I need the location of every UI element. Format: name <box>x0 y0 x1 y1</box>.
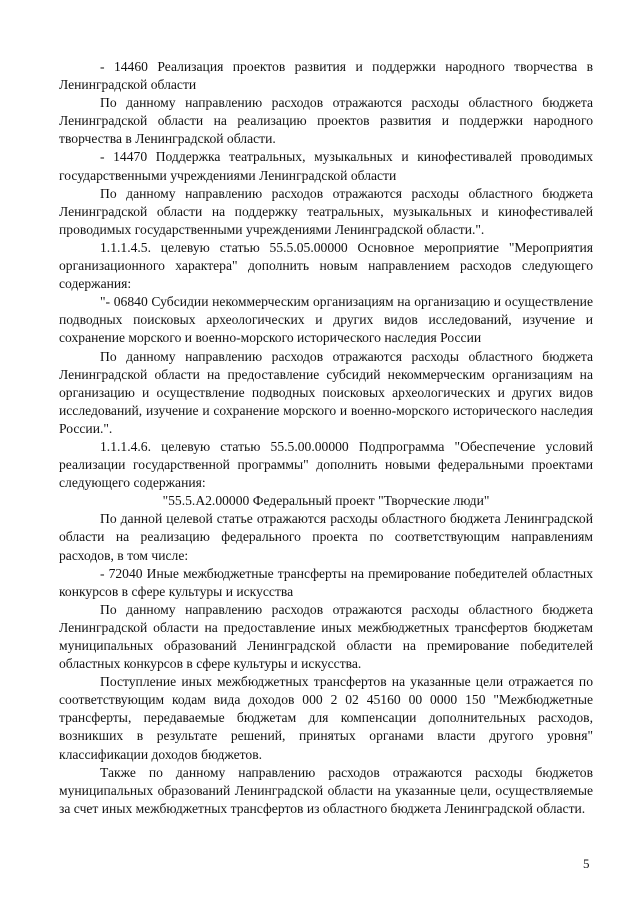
paragraph-1-1-1-4-5: 1.1.1.4.5. целевую статью 55.5.05.00000 Основное мероприятие "Мероприятия организационного характера" дополнить новым направлением расходов следующего содержания: <box>59 239 593 292</box>
paragraph-14470-heading: - 14470 Поддержка театральных, музыкальных и кинофестивалей проводимых государственными учреждениями Ленинградской области <box>59 149 593 183</box>
federal-project-description: По данной целевой статье отражаются расходы областного бюджета Ленинградской области на реализацию федерального проекта по соответствующим направлениям расходов, в том числе: <box>59 511 593 563</box>
paragraph-72040-heading: - 72040 Иные межбюджетные трансферты на премирование победителей областных конкурсов в сфере культуры и искусства <box>59 565 593 599</box>
federal-project-heading: "55.5.A2.00000 Федеральный проект "Творческие люди" <box>162 493 490 509</box>
paragraph-14460-heading: - 14460 Реализация проектов развития и поддержки народного творчества в Ленинградской области <box>59 59 593 93</box>
page-number: 5 <box>583 856 590 871</box>
paragraph-transfer-income: Поступление иных межбюджетных трансфертов на указанные цели отражается по соответствующим кодам вида доходов 000 2 02 45160 00 0000 150 "Межбюджетные трансферты, передаваемые бюджетам для компенсации дополнительных расходов, возникших в результате решений, принятых органами власти другого уровня" классификации доходов бюджетов. <box>59 674 593 762</box>
paragraph-06840-description: По данному направлению расходов отражаются расходы областного бюджета Ленинградской области на предоставление субсидий некоммерческим организациям на организацию и осуществление подводных поисковых археологических и других видов исследований, изучение и сохранение морского и военно-морского исторического наследия России.". <box>59 348 593 436</box>
paragraph-06840-heading: "- 06840 Субсидии некоммерческим организациям на организацию и осуществление подводных поисковых археологических и других видов исследований, изучение и сохранение морского и военно-морского исторического наследия России <box>59 294 593 346</box>
paragraph-72040-description: По данному направлению расходов отражаются расходы областного бюджета Ленинградской области на предоставление иных межбюджетных трансфертов бюджетам муниципальных образований Ленинградской области на премирование победителей областных конкурсов в сфере культуры и искусства. <box>59 601 593 672</box>
document-body <box>59 58 593 818</box>
paragraph-14470-description: По данному направлению расходов отражаются расходы областного бюджета Ленинградской области на поддержку театральных, музыкальных и кинофестивалей проводимых государственными учреждениями Ленинградской области.". <box>59 185 593 237</box>
paragraph-1-1-1-4-6: 1.1.1.4.6. целевую статью 55.5.00.00000 Подпрограмма "Обеспечение условий реализации государственной программы" дополнить новыми федеральными проектами следующего содержания: <box>59 438 593 491</box>
paragraph-14460-description: По данному направлению расходов отражаются расходы областного бюджета Ленинградской области на реализацию проектов развития и поддержки народного творчества в Ленинградской области. <box>59 95 593 147</box>
paragraph-municipal-expenses: Также по данному направлению расходов отражаются расходы бюджетов муниципальных образований Ленинградской области на указанные цели, осуществляемые за счет иных межбюджетных трансфертов из областного бюджета Ленинградской области. <box>59 764 593 816</box>
